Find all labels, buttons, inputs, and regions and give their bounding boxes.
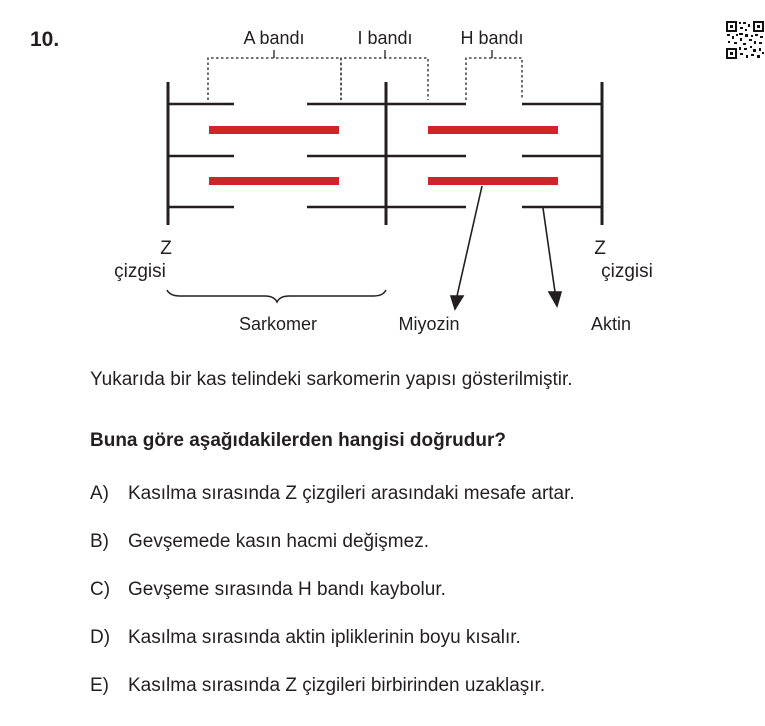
sarkomer-label: Sarkomer	[238, 314, 318, 334]
option-letter: B)	[90, 531, 109, 552]
option-text: Kasılma sırasında Z çizgileri arasındaki mesafe artar.	[128, 483, 575, 504]
option-letter: E)	[90, 675, 109, 696]
z-sublabel-right: çizgisi	[601, 261, 653, 282]
answer-options	[90, 483, 575, 723]
option-text: Kasılma sırasında Z çizgileri birbirinden uzaklaşır.	[128, 675, 546, 696]
band-brackets	[208, 50, 522, 100]
a-band-label: A bandı	[243, 28, 305, 48]
option-text: Gevşeme sırasında H bandı kaybolur.	[128, 579, 446, 600]
option-d[interactable]	[90, 627, 575, 675]
question-number: 10.	[30, 28, 60, 51]
z-label-right: Z	[594, 238, 606, 259]
aktin-label: Aktin	[590, 314, 632, 334]
z-sublabel-left: çizgisi	[114, 261, 166, 282]
option-a[interactable]	[90, 483, 575, 531]
option-text: Kasılma sırasında aktin ipliklerinin boyu kısalır.	[128, 627, 521, 648]
option-c[interactable]	[90, 579, 575, 627]
sarcomere-diagram	[0, 0, 765, 345]
option-e[interactable]	[90, 675, 575, 723]
option-b[interactable]	[90, 531, 575, 579]
sarkomer-brace	[167, 290, 386, 302]
z-label-left: Z	[160, 238, 172, 259]
miyozin-label: Miyozin	[398, 314, 460, 334]
question-prompt: Buna göre aşağıdakilerden hangisi doğrudur?	[90, 430, 506, 451]
h-band-label: H bandı	[460, 28, 524, 48]
option-letter: C)	[90, 579, 111, 600]
option-letter: A)	[90, 483, 109, 504]
pointer-arrows	[451, 186, 561, 309]
option-text: Gevşemede kasın hacmi değişmez.	[128, 531, 429, 552]
question-stem: Yukarıda bir kas telindeki sarkomerin yapısı gösterilmiştir.	[90, 369, 573, 390]
option-letter: D)	[90, 627, 111, 648]
i-band-label: I bandı	[357, 28, 413, 48]
